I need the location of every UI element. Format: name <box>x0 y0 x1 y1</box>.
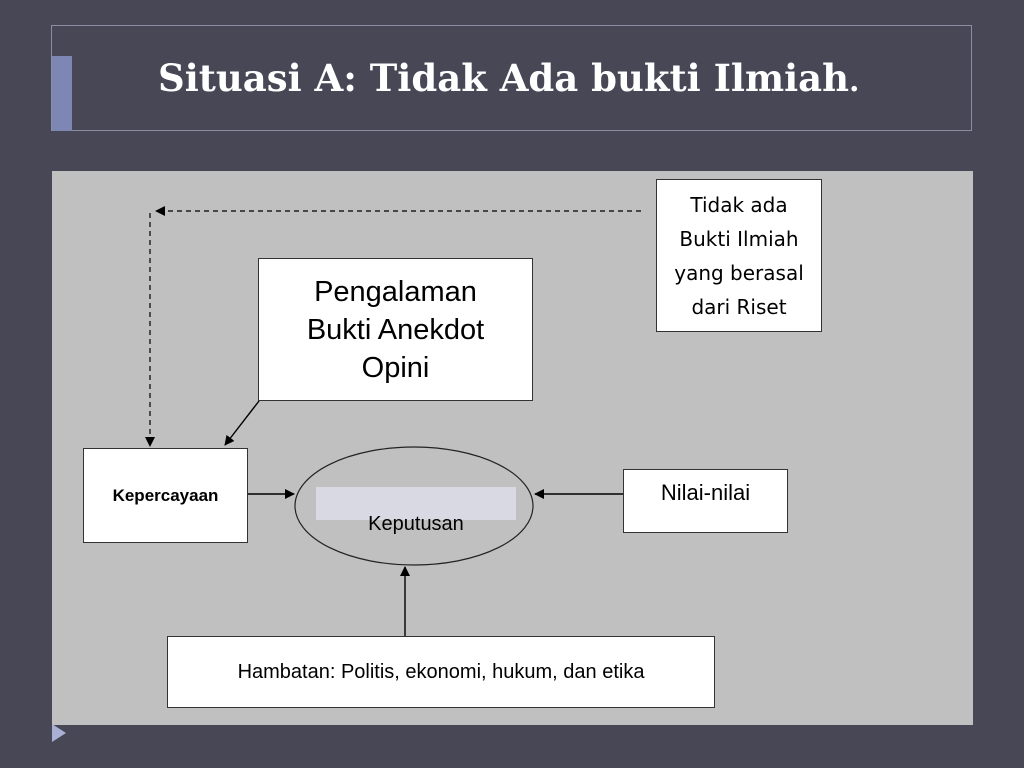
evidence-line-3: Opini <box>361 351 430 384</box>
slide-title-period: . <box>849 64 860 99</box>
constraints-label: Hambatan: Politis, ekonomi, hukum, dan etika <box>237 660 645 683</box>
values-label: Nilai-nilai <box>660 480 751 505</box>
evidence-line-1: Pengalaman <box>314 275 477 308</box>
slide-title-text: Situasi A: Tidak Ada bukti Ilmiah <box>158 56 850 100</box>
belief-label: Kepercayaan <box>112 485 219 505</box>
evidence-line-2: Bukti Anekdot <box>306 313 485 346</box>
no-evidence-box <box>656 179 822 332</box>
belief-box <box>83 448 248 543</box>
decision-label: Keputusan <box>368 513 464 535</box>
evidence-box <box>258 258 533 401</box>
constraints-box <box>167 636 715 708</box>
no-evidence-line-4: dari Riset <box>691 294 787 319</box>
values-box <box>623 469 788 533</box>
no-evidence-line-3: yang berasal <box>674 260 804 285</box>
triangle-right-icon[interactable] <box>52 724 66 742</box>
evidence-to-belief-arrow <box>225 401 259 445</box>
no-evidence-line-2: Bukti Ilmiah <box>679 226 799 251</box>
no-evidence-line-1: Tidak ada <box>690 192 788 217</box>
